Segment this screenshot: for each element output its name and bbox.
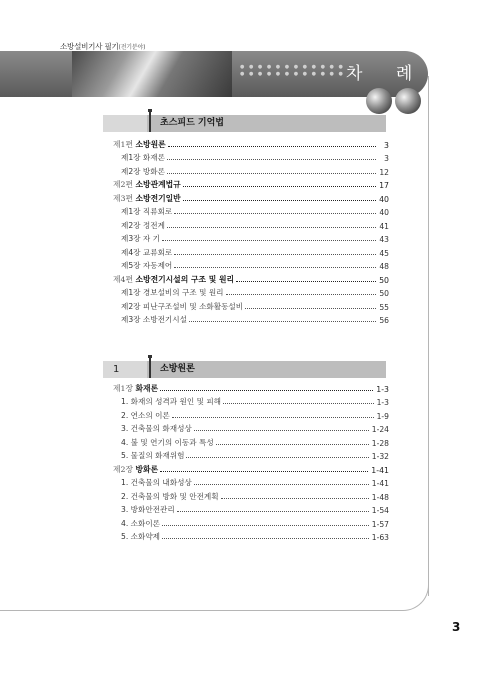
toc-page: 1-24 [371,425,389,434]
toc-page: 3 [384,154,389,163]
toc-part-prefix: 제1편 [113,139,134,149]
page-number: 3 [452,620,461,634]
toc-part-name: 소방전기시설의 구조 및 원리 [135,274,235,284]
toc-chapter-row [113,421,389,435]
section-label: 소방원론 [160,364,195,374]
toc-part-prefix: 제2장 [113,464,134,474]
toc-page: 1-41 [371,479,389,488]
toc-chapter-title: 5. 물질의 화재위험 [121,451,185,460]
banner-photo-image [72,51,232,97]
banner-dot-pattern: ● ● ● ● ● ● ● ● ● ● ● ● ● ● ● ● ● ● ● ● ● ● ● ● [240,64,345,77]
toc-part-row [113,190,389,204]
toc-page: 3 [384,140,389,150]
leader-dots [194,484,369,485]
toc-part-prefix: 제4편 [113,274,134,284]
toc-list-speed-memory [113,136,389,325]
toc-chapter-title: 제5장 자동제어 [121,261,173,270]
toc-part-row [113,380,389,394]
leader-dots [189,321,376,322]
contents-banner [0,51,428,97]
toc-chapter-row [113,312,389,326]
leader-dots [167,173,376,174]
toc-page: 56 [379,316,389,325]
toc-page: 1-57 [371,519,389,529]
toc-chapter-row [113,244,389,258]
toc-page: 1-41 [371,465,389,475]
leader-dots [174,254,376,255]
toc-part-row [113,461,389,475]
section-label: 초스피드 기억법 [160,118,224,128]
toc-chapter-title: 3. 방화안전관리 [121,505,175,514]
toc-chapter-title: 2. 연소의 이론 [121,410,170,420]
toc-page: 1-9 [376,411,389,421]
toc-page: 1-28 [371,438,389,448]
contents-title: 차 례 [346,64,427,84]
toc-chapter-title: 5. 소화약제 [121,532,161,541]
toc-page: 48 [379,262,389,271]
toc-part-name: 방화론 [135,464,159,474]
book-title-main: 소방설비기사 필기 [60,42,119,51]
leader-dots [162,240,376,241]
section-number: 1 [103,361,147,378]
leader-dots [172,417,374,418]
toc-page: 40 [379,194,389,204]
toc-chapter-title: 제3장 소방전기시설 [121,315,187,324]
leader-dots [160,471,368,472]
toc-page: 50 [379,289,389,298]
toc-part-name: 소방관계법규 [135,180,181,189]
toc-chapter-row [113,204,389,218]
toc-page: 50 [379,275,389,285]
toc-chapter-title: 3. 건축물의 화재성상 [121,424,192,433]
leader-dots [167,159,376,160]
toc-page: 43 [379,235,389,244]
leader-dots [223,403,374,404]
toc-chapter-title: 제1장 경보설비의 구조 및 원리 [121,288,224,297]
globe-icon [366,88,392,114]
section-divider-arrow [148,109,152,112]
toc-part-row [113,177,389,191]
toc-page: 45 [379,248,389,258]
leader-dots [236,281,376,282]
leader-dots [245,308,376,309]
toc-page: 1-3 [376,384,389,394]
toc-page: 1-63 [371,533,389,542]
section-number-box [103,115,147,132]
section-divider [149,356,151,378]
toc-page: 17 [379,181,389,190]
toc-chapter-row [113,407,389,421]
leader-dots [167,227,376,228]
toc-chapter-row [113,448,389,462]
toc-page: 41 [379,221,389,231]
toc-chapter-title: 제2장 방화론 [121,166,165,176]
toc-chapter-title: 제2장 피난구조설비 및 소화활동설비 [121,301,244,311]
section-header-speed-memory [103,115,386,132]
toc-chapter-row [113,150,389,164]
toc-page: 1-32 [371,452,389,461]
toc-chapter-title: 2. 건축물의 방화 및 안전계획 [121,491,219,501]
toc-part-name: 소방원론 [135,139,166,149]
toc-chapter-row [113,394,389,408]
toc-chapter-row [113,217,389,231]
leader-dots [177,511,369,512]
toc-page: 12 [379,167,389,177]
leader-dots [174,267,376,268]
toc-entry-title [113,383,160,394]
toc-chapter-title: 제4장 교류회로 [121,247,173,257]
toc-chapter-title: 1. 건축물의 내화성상 [121,478,192,487]
toc-part-name: 화재론 [135,383,159,393]
toc-chapter-row [113,502,389,516]
toc-chapter-row [113,515,389,529]
toc-chapter-title: 제2장 정전계 [121,220,165,230]
leader-dots [183,200,376,201]
toc-chapter-title: 제3장 자 기 [121,234,161,243]
toc-part-prefix: 제3편 [113,193,134,203]
leader-dots [226,294,376,295]
toc-part-prefix: 제2편 [113,180,134,189]
leader-dots [174,213,376,214]
leader-dots [221,498,369,499]
leader-dots [194,430,369,431]
leader-dots [183,186,376,187]
toc-chapter-row [113,529,389,543]
leader-dots [162,538,369,539]
toc-page: 1-3 [376,398,389,407]
leader-dots [162,525,369,526]
toc-chapter-row [113,475,389,489]
toc-entry-title [113,464,160,475]
toc-chapter-title: 4. 소화이론 [121,518,161,528]
book-title-sub: (전기분야) [118,44,146,51]
toc-chapter-title: 1. 화재의 성격과 원인 및 피해 [121,397,222,406]
section-divider [149,110,151,132]
toc-entry-title [113,179,183,190]
toc-chapter-row [113,258,389,272]
leader-dots [160,390,373,391]
toc-page: 1-48 [371,492,389,502]
toc-part-row [113,136,389,150]
toc-chapter-title: 제1장 직류회로 [121,207,173,216]
toc-part-name: 소방전기일반 [135,193,181,203]
toc-list-fire-theory [113,380,389,542]
globe-icon [395,88,421,114]
toc-part-prefix: 제1장 [113,383,134,393]
toc-entry-title [113,274,236,285]
toc-chapter-title: 4. 불 및 연기의 이동과 특성 [121,437,214,447]
toc-part-row [113,271,389,285]
leader-dots [186,457,368,458]
toc-chapter-row [113,298,389,312]
section-header-fire-theory [103,361,386,378]
toc-entry-title [113,139,168,150]
toc-chapter-row [113,434,389,448]
toc-chapter-row [113,488,389,502]
toc-chapter-row [113,285,389,299]
toc-page: 1-54 [371,506,389,515]
toc-entry-title [113,193,183,204]
toc-chapter-title: 제1장 화재론 [121,153,165,162]
toc-chapter-row [113,231,389,245]
toc-page: 55 [379,302,389,312]
section-divider-arrow [148,355,152,358]
toc-page: 40 [379,208,389,217]
leader-dots [216,444,369,445]
toc-chapter-row [113,163,389,177]
leader-dots [168,146,376,147]
